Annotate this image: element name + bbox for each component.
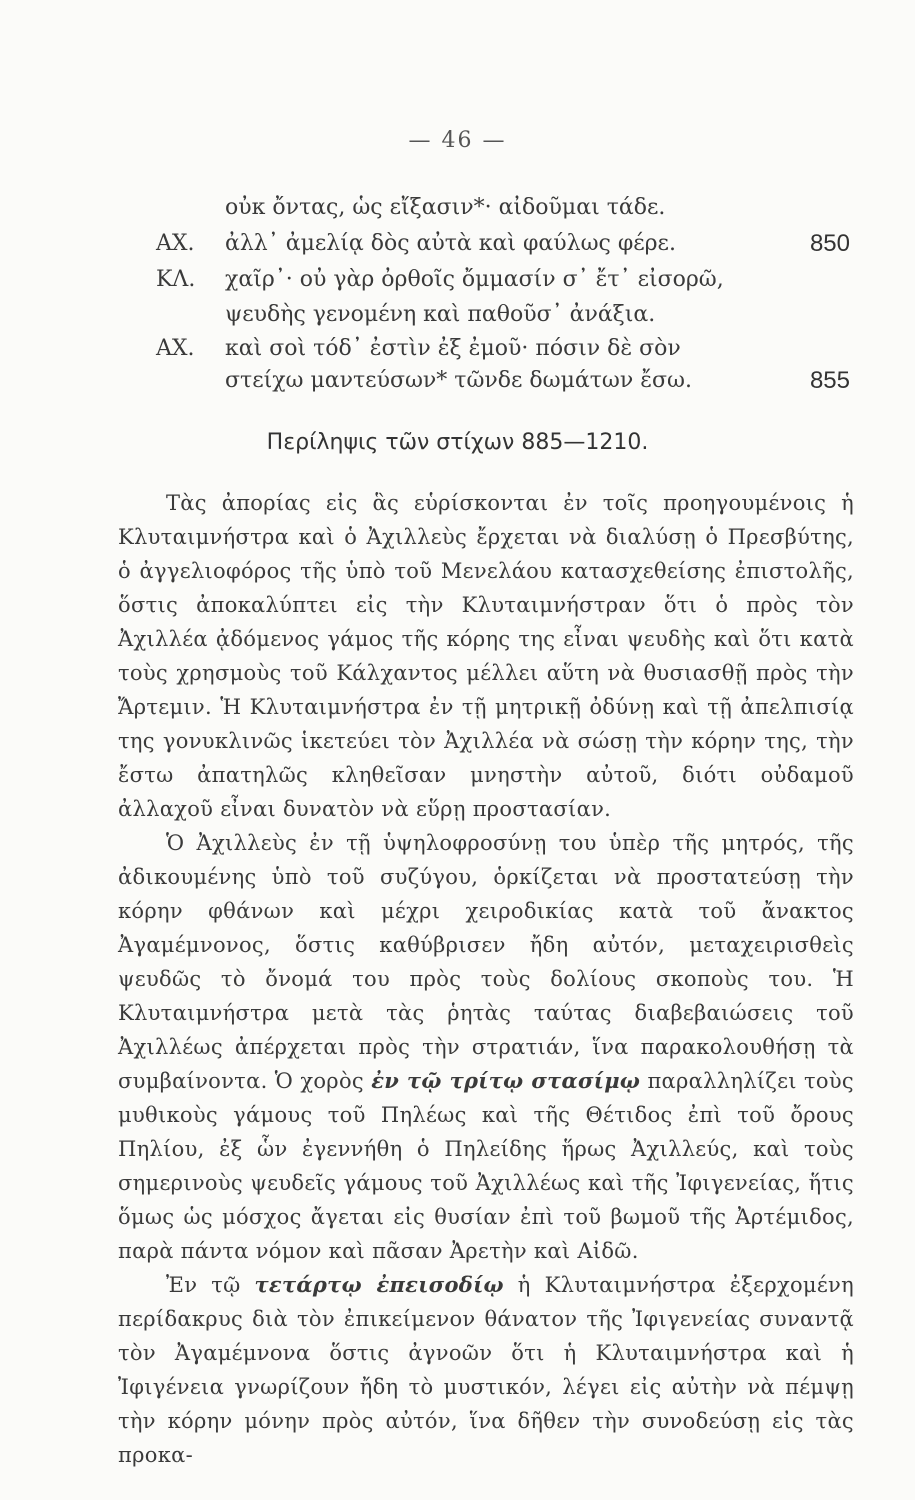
summary-paragraph: [118, 486, 854, 826]
verse-text: χαῖρ᾽· οὐ γὰρ ὀρθοῖς ὄμμασίν σ᾽ ἔτ᾽ εἰσορῶ,: [225, 267, 724, 292]
summary-paragraph: [118, 1268, 854, 1472]
verse-text: ἀλλ᾽ ἀμελίᾳ δὸς αὐτὰ καὶ φαύλως φέρε.: [225, 231, 676, 256]
verse-line: [0, 331, 915, 367]
verse-line: [0, 363, 915, 399]
verse-text: ψευδὴς γενομένη καὶ παθοῦσ᾽ ἀνάξια.: [225, 302, 656, 327]
page-number: — 46 —: [408, 128, 507, 153]
emphasized-text: ἐν τῷ τρίτῳ στασίμῳ: [371, 1068, 641, 1093]
line-number: 855: [809, 367, 850, 394]
speaker-label: ΚΛ.: [156, 267, 196, 292]
verse-text: καὶ σοὶ τόδ᾽ ἐστὶν ἐξ ἐμοῦ· πόσιν δὲ σὸν: [225, 336, 681, 361]
summary-paragraph: [118, 826, 854, 1268]
verse-text: στείχω μαντεύσων* τῶνδε δωμάτων ἔσω.: [225, 368, 692, 393]
speaker-label: ΑΧ.: [156, 336, 195, 361]
verse-line: [0, 190, 915, 226]
paragraph-text: Ἐν τῷ: [166, 1273, 241, 1297]
paragraph-text: παραλληλίζει τοὺς μυθικοὺς γάμους τοῦ Πηλέως καὶ τῆς Θέτιδος ἐπὶ τοῦ ὄρους Πηλίου, ἐξ ὧν ἐγεννήθη ὁ Πηλείδης ἥρως Ἀχιλλεύς, καὶ τοὺς σημερινοὺς ψευδεῖς γάμους τοῦ Ἀχιλλέως καὶ τῆς Ἰφιγενείας, ἥτις ὅμως ὡς μόσχος ἄγεται εἰς θυσίαν ἐπὶ τοῦ βωμοῦ τῆς Ἀρτέμιδος, παρὰ πάντα νόμον καὶ πᾶσαν Ἀρετὴν καὶ Αἰδῶ.: [118, 1069, 854, 1263]
section-heading: Περίληψις τῶν στίχων 885—1210.: [266, 430, 649, 455]
verse-line: [0, 262, 915, 298]
paragraph-text: ἡ Κλυταιμνήστρα ἐξερχομένη περίδακρυς διὰ τὸν ἐπικείμενον θάνατον τῆς Ἰφιγενείας συναντᾷ τὸν Ἀγαμέμνονα ὅστις ἀγνοῶν ὅτι ἡ Κλυταιμνήστρα καὶ ἡ Ἰφιγένεια γνωρίζουν ἤδη τὸ μυστικόν, λέγει εἰς αὐτὴν νὰ πέμψῃ τὴν κόρην μόνην πρὸς αὐτόν, ἵνα δῆθεν τὴν συνοδεύσῃ εἰς τὰς προκα-: [118, 1273, 855, 1467]
verse-line: [0, 226, 915, 262]
summary-body: [118, 486, 854, 1472]
line-number: 850: [809, 230, 850, 257]
verse-text: οὐκ ὄντας, ὡς εἴξασιν*· αἰδοῦμαι τάδε.: [225, 195, 666, 220]
paragraph-text: Ὁ Ἀχιλλεὺς ἐν τῇ ὑψηλοφροσύνῃ του ὑπὲρ τῆς μητρός, τῆς ἀδικουμένης ὑπὸ τοῦ συζύγου, ὁρκίζεται νὰ προστατεύσῃ τὴν κόρην φθάνων καὶ μέχρι χειροδικίας κατὰ τοῦ ἄνακτος Ἀγαμέμνονος, ὅστις καθύβρισεν ἤδη αὐτόν, μεταχειρισθεὶς ψευδῶς τὸ ὄνομά του πρὸς τοὺς δολίους σκοποὺς του. Ἡ Κλυταιμνήστρα μετὰ τὰς ῥητὰς ταύτας διαβεβαιώσεις τοῦ Ἀχιλλέως ἀπέρχεται πρὸς τὴν στρατιάν, ἵνα παρακολουθήσῃ τὰ συμβαίνοντα. Ὁ χορὸς: [118, 831, 854, 1093]
emphasized-text: τετάρτῳ ἐπεισοδίῳ: [254, 1272, 504, 1297]
verse-line: [0, 297, 915, 333]
paragraph-text: Τὰς ἀπορίας εἰς ἃς εὑρίσκονται ἐν τοῖς προηγουμένοις ἡ Κλυταιμνήστρα καὶ ὁ Ἀχιλλεὺς ἔρχεται νὰ διαλύσῃ ὁ Πρεσβύτης, ὁ ἀγγελιοφόρος τῆς ὑπὸ τοῦ Μενελάου κατασχεθείσης ἐπιστολῆς, ὅστις ἀποκαλύπτει εἰς τὴν Κλυταιμνήστραν ὅτι ὁ πρὸς τὸν Ἀχιλλέα ᾀδόμενος γάμος τῆς κόρης της εἶναι ψευδὴς καὶ ὅτι κατὰ τοὺς χρησμοὺς τοῦ Κάλχαντος μέλλει αὕτη νὰ θυσιασθῇ πρὸς τὴν Ἄρτεμιν. Ἡ Κλυταιμνήστρα ἐν τῇ μητρικῇ ὀδύνῃ καὶ τῇ ἀπελπισίᾳ της γονυκλινῶς ἱκετεύει τὸν Ἀχιλλέα νὰ σώσῃ τὴν κόρην της, τὴν ἔστω ἀπατηλῶς κληθεῖσαν μνηστὴν αὐτοῦ, διότι οὐδαμοῦ ἀλλαχοῦ εἶναι δυνατὸν νὰ εὕρῃ προστασίαν.: [118, 491, 854, 821]
speaker-label: ΑΧ.: [156, 231, 195, 256]
